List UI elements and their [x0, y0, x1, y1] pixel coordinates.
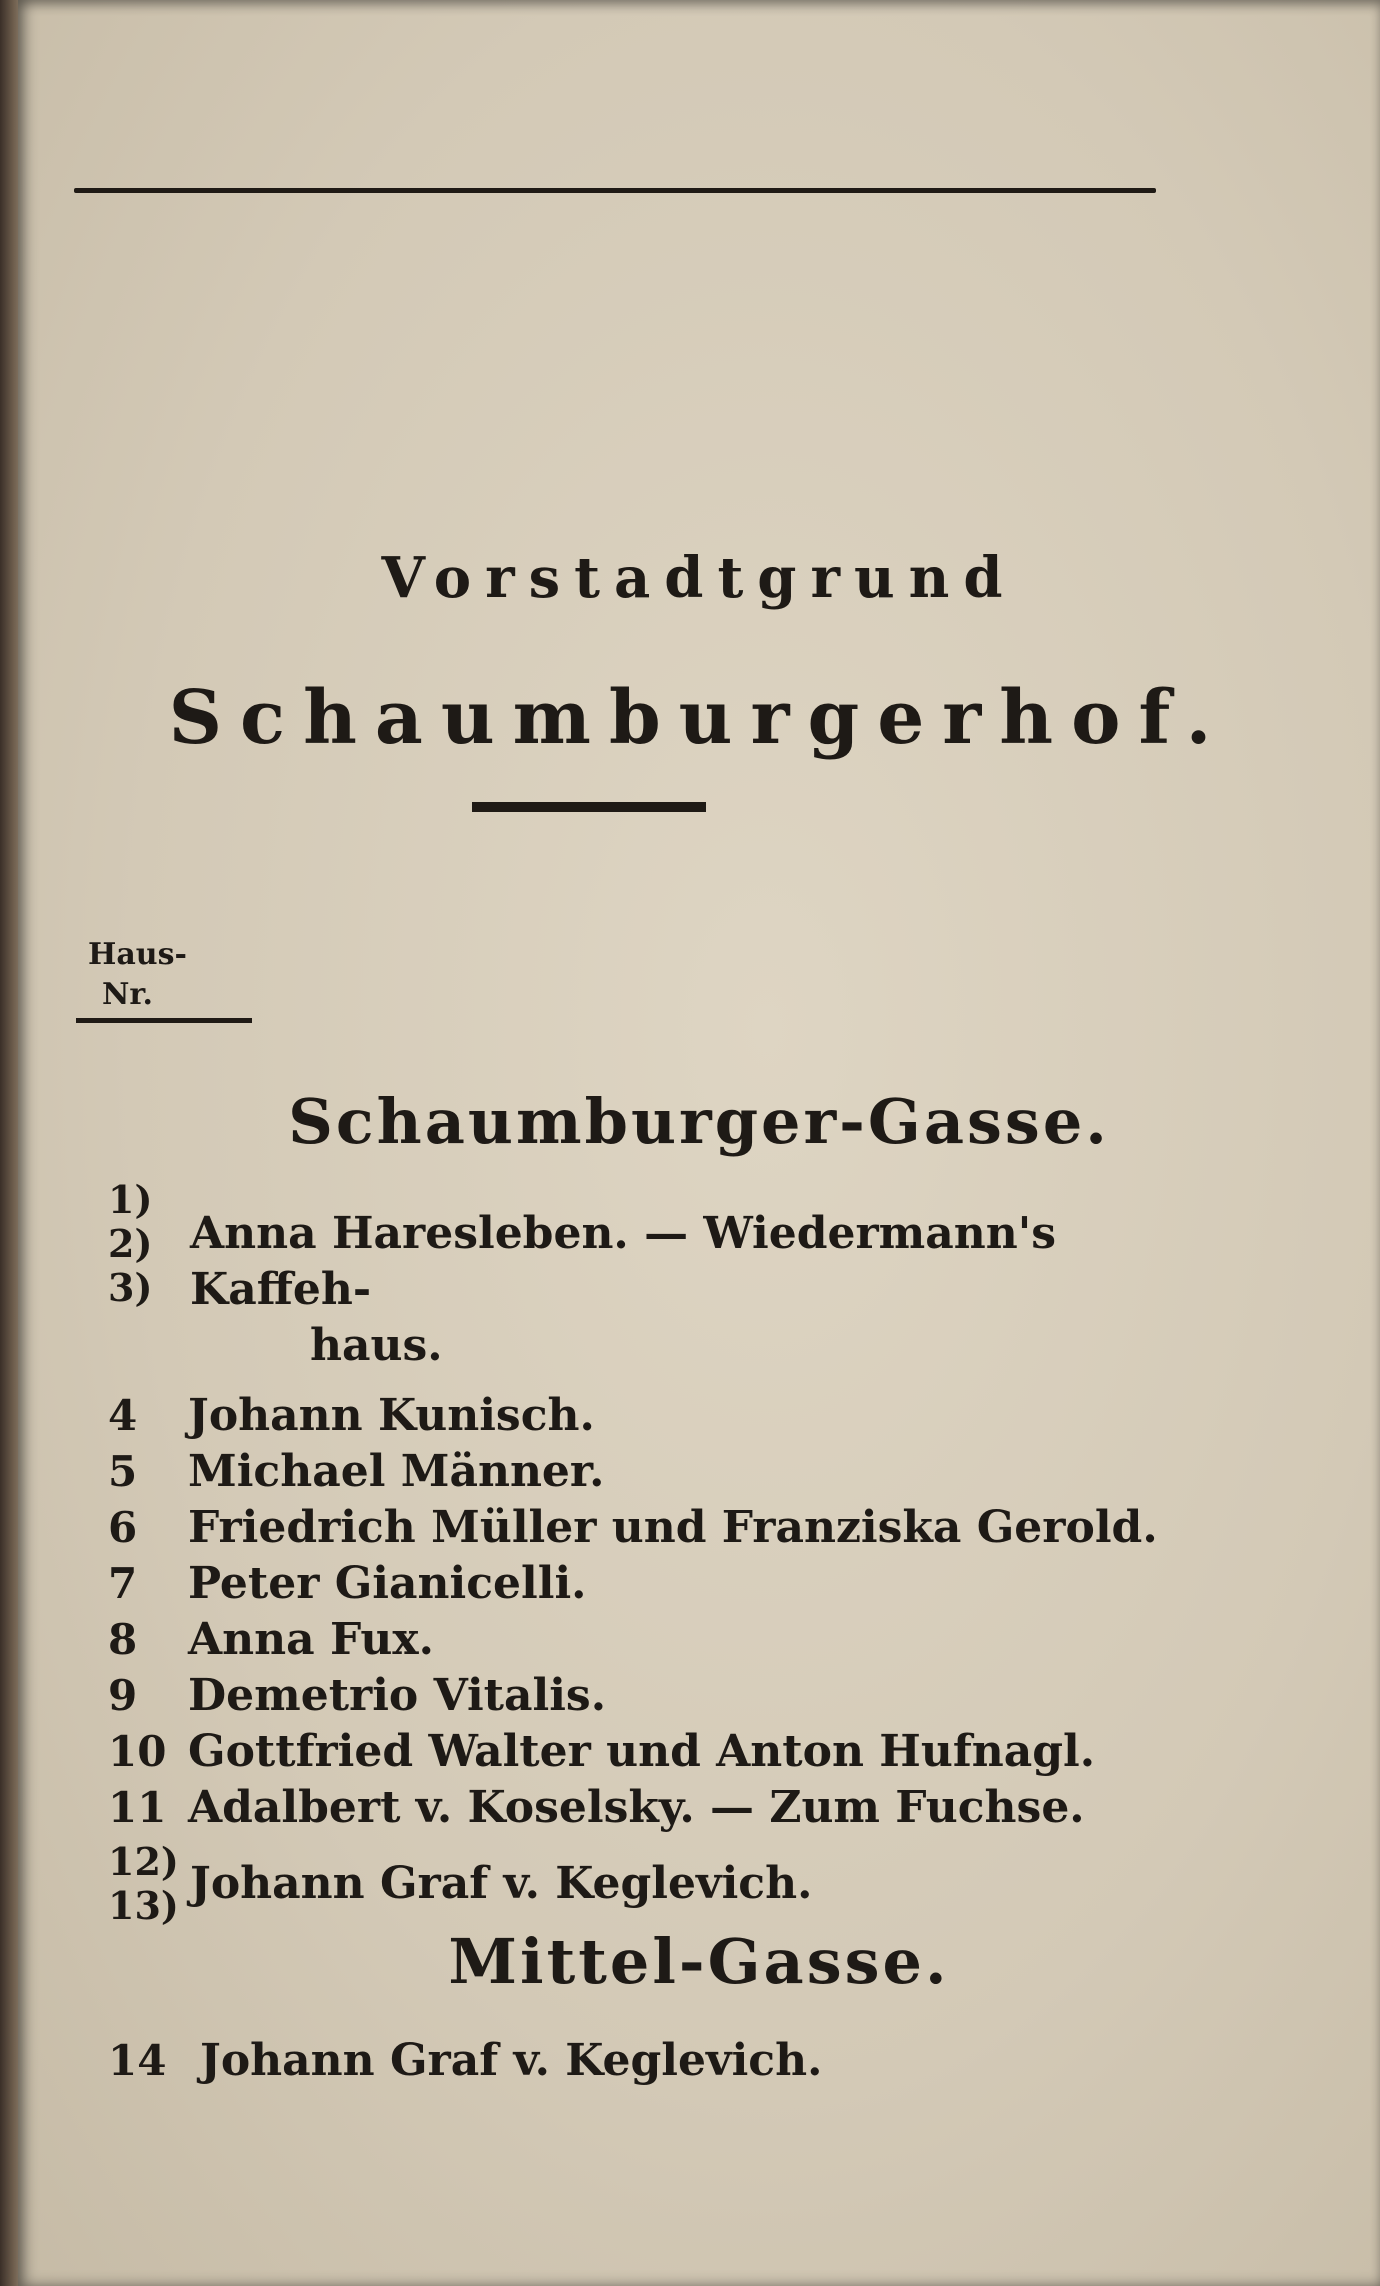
entry-text: Demetrio Vitalis.: [188, 1670, 607, 1721]
house-number: 6: [108, 1503, 138, 1552]
house-number-column-label: [88, 935, 187, 1015]
house-number-group: [108, 1840, 188, 1928]
list-item: [108, 1556, 1158, 1612]
entry-text: Johann Graf v. Keglevich.: [200, 2035, 823, 2086]
house-number: 13): [108, 1883, 179, 1928]
district-heading-line1: Vorstadtgrund: [381, 545, 1017, 611]
house-number-group: [108, 1178, 188, 1310]
house-number: 3): [108, 1265, 153, 1310]
house-number: 14: [108, 2036, 167, 2085]
house-number: 1): [108, 1177, 153, 1222]
house-label-line1: Haus-: [88, 937, 187, 972]
section-title-schaumburger-gasse: Schaumburger-Gasse.: [288, 1085, 1110, 1158]
house-number: 9: [108, 1671, 138, 1720]
list-item: [108, 1444, 1158, 1500]
entry-text: Michael Männer.: [188, 1446, 605, 1497]
entry-text: Gottfried Walter und Anton Hufnagl.: [188, 1726, 1096, 1777]
house-number: 4: [108, 1391, 138, 1440]
list-item: [108, 1500, 1158, 1556]
list-item: [108, 1178, 1158, 1374]
house-number: 8: [108, 1615, 138, 1664]
district-heading-line2: Schaumburgerhof.: [168, 675, 1230, 761]
entry-text: Friedrich Müller und Franziska Gerold.: [188, 1502, 1158, 1553]
list-item: [108, 2033, 1158, 2089]
house-number: 5: [108, 1447, 138, 1496]
list-item: [108, 1780, 1158, 1836]
entry-text-line1: Anna Haresleben. — Wiedermann's Kaffeh-: [190, 1208, 1056, 1315]
top-rule: [74, 188, 1156, 193]
list-item: [108, 1612, 1158, 1668]
list-item: [108, 1668, 1158, 1724]
heading-divider: [472, 802, 706, 812]
house-number: 10: [108, 1727, 167, 1776]
section-title-mittel-gasse: Mittel-Gasse.: [448, 1925, 950, 1998]
house-number: 12): [108, 1839, 179, 1884]
list-item: [108, 1840, 1158, 1928]
list-item: [108, 1388, 1158, 1444]
house-number: 7: [108, 1559, 138, 1608]
entry-text: Anna Fux.: [188, 1614, 434, 1665]
entry-text: Peter Gianicelli.: [188, 1558, 587, 1609]
entry-text: [188, 1178, 1158, 1374]
entry-text: Johann Kunisch.: [188, 1390, 595, 1441]
entry-text: Adalbert v. Koselsky. — Zum Fuchse.: [188, 1782, 1085, 1833]
house-number: 2): [108, 1221, 153, 1266]
entry-text-line2: haus.: [310, 1320, 443, 1371]
column-label-rule: [76, 1018, 252, 1023]
entry-list-schaumburger-gasse: [108, 1178, 1158, 1928]
house-number: 11: [108, 1783, 167, 1832]
house-label-line2: Nr.: [102, 977, 153, 1012]
book-page: [18, 0, 1380, 2286]
entry-text: Johann Graf v. Keglevich.: [190, 1858, 813, 1909]
list-item: [108, 1724, 1158, 1780]
entry-list-mittel-gasse: [108, 2033, 1158, 2089]
